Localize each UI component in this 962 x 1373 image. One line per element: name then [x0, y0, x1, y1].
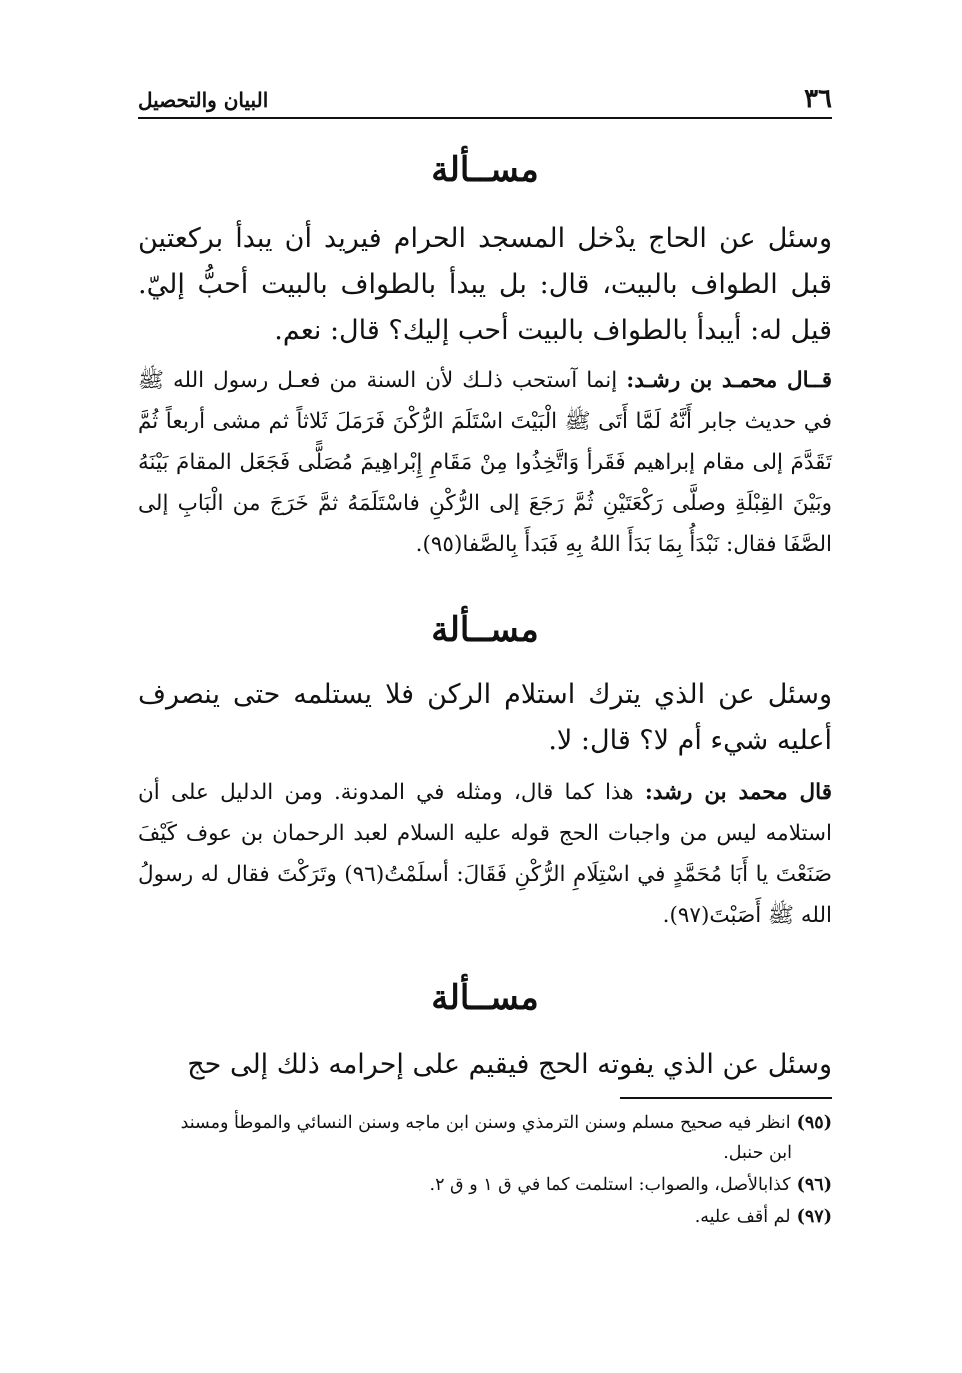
- section-title: مســألة: [431, 610, 539, 650]
- running-title: البيان والتحصيل: [138, 88, 269, 112]
- footnote-number: (٩٧): [796, 1207, 832, 1227]
- question-paragraph: وسئل عن الذي يفوته الحج فيقيم على إحرامه ذلك إلى حج: [187, 1049, 832, 1080]
- footnote-text: انظر فيه صحيح مسلم وسنن الترمذي وسنن ابن ماجه وسنن النسائي والموطأ ومسند: [180, 1113, 791, 1133]
- footnote-text: كذابالأصل، والصواب: استلمت كما في ق ١ و ق ٢.: [429, 1175, 791, 1195]
- page-header: [138, 84, 832, 114]
- commentary-text: إنما آستحب ذلـك لأن السنة من فعـل رسول الله ﷺ في حديث جابر أَنَّهُ لَمَّا أَتَى ﷺ الْبَيْتَ اسْتَلَمَ الرُّكْنَ فَرَمَلَ ثَلاثاً ثم مشى أربعاً ثُمَّ تَقَدَّمَ إلى مقام إبراهيم فَقَرأ وَاتَّخِذُوا مِنْ مَقَامِ إِبْراهِيمَ مُصَلًّى فَجَعَل المقامَ بَيْنَهُ وبَيْنَ القِبْلَةِ وصلَّى رَكْعَتَيْنِ ثُمَّ رَجَعَ إلى الرُّكْنِ فاسْتَلَمَهُ ثمَّ خَرَجَ من الْبَابِ إلى الصَّفَا فقال: نَبْدَأُ بِمَا بَدَأَ اللهُ بِهِ فَبَدأَ بِالصَّفا(٩٥).: [138, 368, 832, 557]
- footnote: [138, 1202, 832, 1232]
- footnote-separator: [620, 1097, 832, 1099]
- commentary-paragraph: [138, 360, 832, 565]
- commentary-text: هذا كما قال، ومثله في المدونة. ومن الدليل على أن استلامه ليس من واجبات الحج قوله عليه السلام لعبد الرحمان بن عوف كَيْفَ صَنَعْتَ يا أَبَا مُحَمَّدٍ في اسْتِلَامِ الرُّكْنِ فَقَالَ: أسلَمْتُ(٩٦) وتَرَكْتَ فقال له رسولُ الله ﷺ أَصَبْتَ(٩٧).: [138, 780, 832, 928]
- header-rule: [138, 117, 832, 119]
- footnote-text: لم أقف عليه.: [694, 1207, 791, 1227]
- footnote: [138, 1108, 832, 1168]
- commentary-speaker: قال محمد بن رشد:: [644, 780, 833, 805]
- footnote-number: (٩٥): [796, 1113, 832, 1133]
- page-number: ٣٦: [804, 84, 832, 114]
- commentary-speaker: قــال محمـد بن رشـد:: [626, 368, 833, 393]
- question-paragraph: وسئل عن الذي يترك استلام الركن فلا يستلمه حتى ينصرف أعليه شيء أم لا؟ قال: لا.: [138, 679, 832, 756]
- section-title: مســألة: [431, 978, 539, 1018]
- footnote-continuation: ابن حنبل.: [723, 1143, 792, 1163]
- section-title: مســألة: [431, 150, 539, 190]
- footnote: [138, 1170, 832, 1200]
- commentary-paragraph: [138, 772, 832, 936]
- question-paragraph: وسئل عن الحاج يدْخل المسجد الحرام فيريد أن يبدأ بركعتين قبل الطواف بالبيت، قال: بل يبدأ بالطواف بالبيت أحبُّ إليّ. قيل له: أيبدأ بالطواف بالبيت أحب إليك؟ قال: نعم.: [138, 223, 832, 346]
- footnotes: [138, 1108, 832, 1234]
- footnote-number: (٩٦): [796, 1175, 832, 1195]
